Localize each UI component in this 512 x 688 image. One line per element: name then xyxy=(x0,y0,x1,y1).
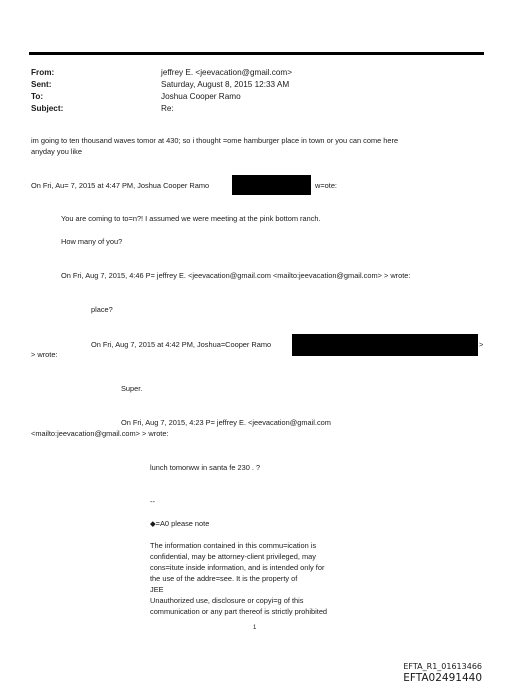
doc-id-large: EFTA02491440 xyxy=(403,672,482,684)
message-3: place? xyxy=(91,305,113,314)
message-5: lunch tomorww in santa fe 230 . ? xyxy=(150,463,261,472)
message-2-line-2: How many of you? xyxy=(61,237,123,246)
redaction-box-1 xyxy=(232,175,311,195)
from-label: From: xyxy=(31,68,55,77)
page-number: 1 xyxy=(253,625,257,631)
disclaimer-line: confidential, may be attorney-client privileged, may xyxy=(150,552,316,561)
subject-value: Re: xyxy=(161,104,174,113)
note-heading: ◆=A0 please note xyxy=(150,519,210,528)
disclaimer-line: Unauthorized use, disclosure or copyi=g of this xyxy=(150,596,304,605)
disclaimer-line: the use of the addre=see. It is the property of xyxy=(150,574,298,583)
quote-header-2: On Fri, Aug 7, 2015, 4:46 P= jeffrey E. <jeevacation@gmail.com <mailto:jeevacation@gmail.com> > wrote: xyxy=(61,271,411,280)
message-1-line-2: anyday you like xyxy=(31,147,82,156)
quote-header-3: On Fri, Aug 7, 2015 at 4:42 PM, Joshua=Cooper Ramo xyxy=(91,340,272,349)
from-value: jeffrey E. <jeevacation@gmail.com> xyxy=(161,68,293,77)
quote-header-3-wrote: > wrote: xyxy=(31,350,58,359)
subject-label: Subject: xyxy=(31,104,64,113)
sent-value: Saturday, August 8, 2015 12:33 AM xyxy=(161,80,290,89)
disclaimer-line: communication or any part thereof is strictly prohibited xyxy=(150,607,328,616)
redaction-box-2 xyxy=(292,334,478,356)
quote-header-1: On Fri, Au= 7, 2015 at 4:47 PM, Joshua Cooper Ramo xyxy=(31,181,210,190)
sent-label: Sent: xyxy=(31,80,52,89)
signature-dash: -- xyxy=(150,497,155,506)
disclaimer-line: The information contained in this commu=ication is xyxy=(150,541,317,550)
disclaimer-line: cons=itute inside information, and is intended only for xyxy=(150,563,325,572)
quote-header-4-line-2: <mailto:jeevacation@gmail.com> > wrote: xyxy=(31,429,169,438)
message-1-line-1: im going to ten thousand waves tomor at 430; so i thought =ome hamburger place in town or you can come here xyxy=(31,136,399,145)
quote-header-1-end: w=ote: xyxy=(315,181,337,190)
message-4: Super. xyxy=(121,384,143,393)
quote-header-4-line-1: On Fri, Aug 7, 2015, 4:23 P= jeffrey E. <jeevacation@gmail.com xyxy=(121,418,331,427)
to-label: To: xyxy=(31,92,44,101)
header-rule xyxy=(29,52,484,55)
message-2-line-1: You are coming to to=n?! I assumed we were meeting at the pink bottom ranch. xyxy=(61,214,321,223)
doc-id-small: EFTA_R1_01613466 xyxy=(403,662,482,671)
to-value: Joshua Cooper Ramo xyxy=(161,92,241,101)
quote-header-3-end: > xyxy=(479,340,484,349)
disclaimer-line: JEE xyxy=(150,585,164,594)
